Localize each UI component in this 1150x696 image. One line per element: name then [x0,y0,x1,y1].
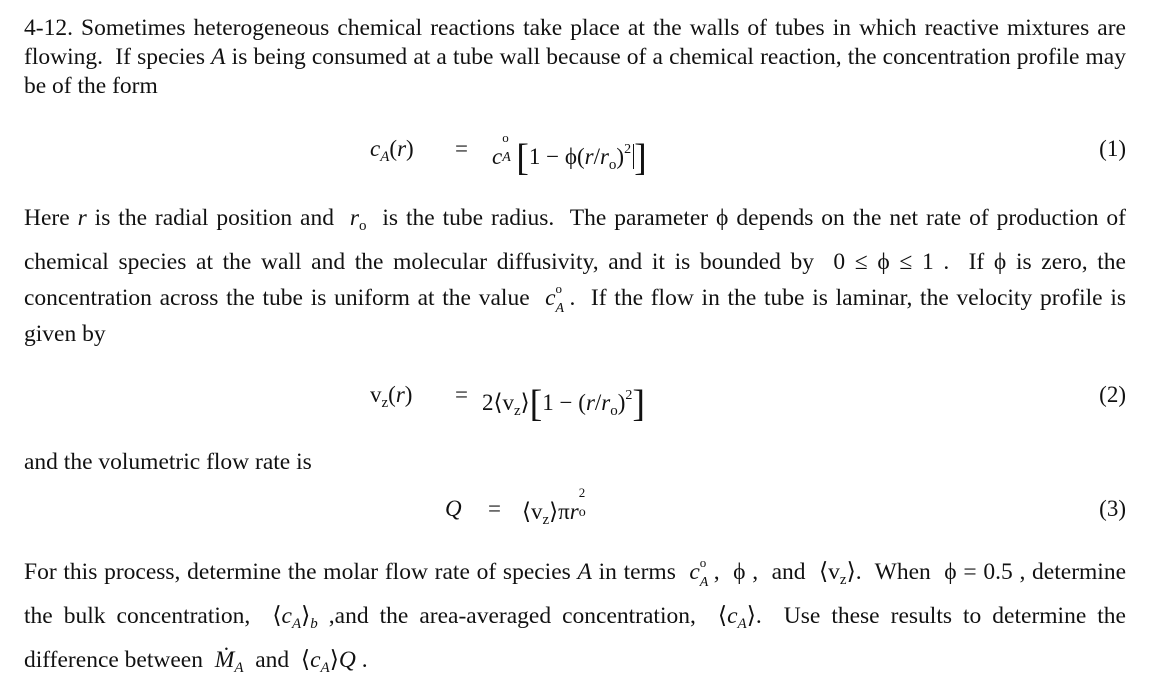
equals-sign: = [488,496,501,521]
problem-intro: 4-12. Sometimes heterogeneous chemical reactions take place at the walls of tubes in which reactive mixtures are flowing. If species A is being consumed at a tube wall because of a chemical reaction, the concentration profile may be of the form [24,15,1126,99]
problem-paragraph-2: Here r is the radial position and $r_o$ is the tube radius. The parameter ϕ depends on the net rate of production of chemical species at the wall and the molecular diffusivity, and it is bounded by 0 ≤ ϕ ≤ 1 . If ϕ is zero, the concentration across the tube is uniform at the value c o A . If the flow in the tube is laminar, the velocity profile is given by [24,205,1126,347]
equation-1-lhs: $c_A(r)$ [370,136,414,165]
equals-sign: = [455,382,468,407]
equation-2-number: (2) [1099,382,1126,407]
equation-1-number: (1) [1099,136,1126,161]
equation-2-lhs: $v_z(r)$ [370,382,413,411]
equation-3-number: (3) [1099,496,1126,521]
equation-3-lhs: Q [445,496,462,521]
equation-1-rhs: c o A $[1 - \phi(r/r_o)^2]$ [492,130,647,179]
equation-2-rhs: $2⟨v_z⟩[1 - (r/r_o)^2]$ [482,383,646,425]
problem-paragraph-4: For this process, determine the molar flow rate of species A in terms c o A , ϕ , and $⟨v_z⟩$. When ϕ = 0.5 , determine the bulk concentration, $⟨c_A⟩_b$ ,and the area-averaged concentration, $⟨c_A⟩$. Use these results to determine the difference between Ṁ$_A$ and $⟨c_A⟩Q$ . [24,554,1127,676]
equation-1 [0,128,1150,179]
equation-3-rhs: $⟨v_z⟩\pi r$ 2 o [522,485,586,528]
equals-sign: = [455,136,468,161]
equation-3 [0,485,1150,534]
equation-2 [0,374,1150,425]
problem-paragraph-3: and the volumetric flow rate is [24,449,312,475]
